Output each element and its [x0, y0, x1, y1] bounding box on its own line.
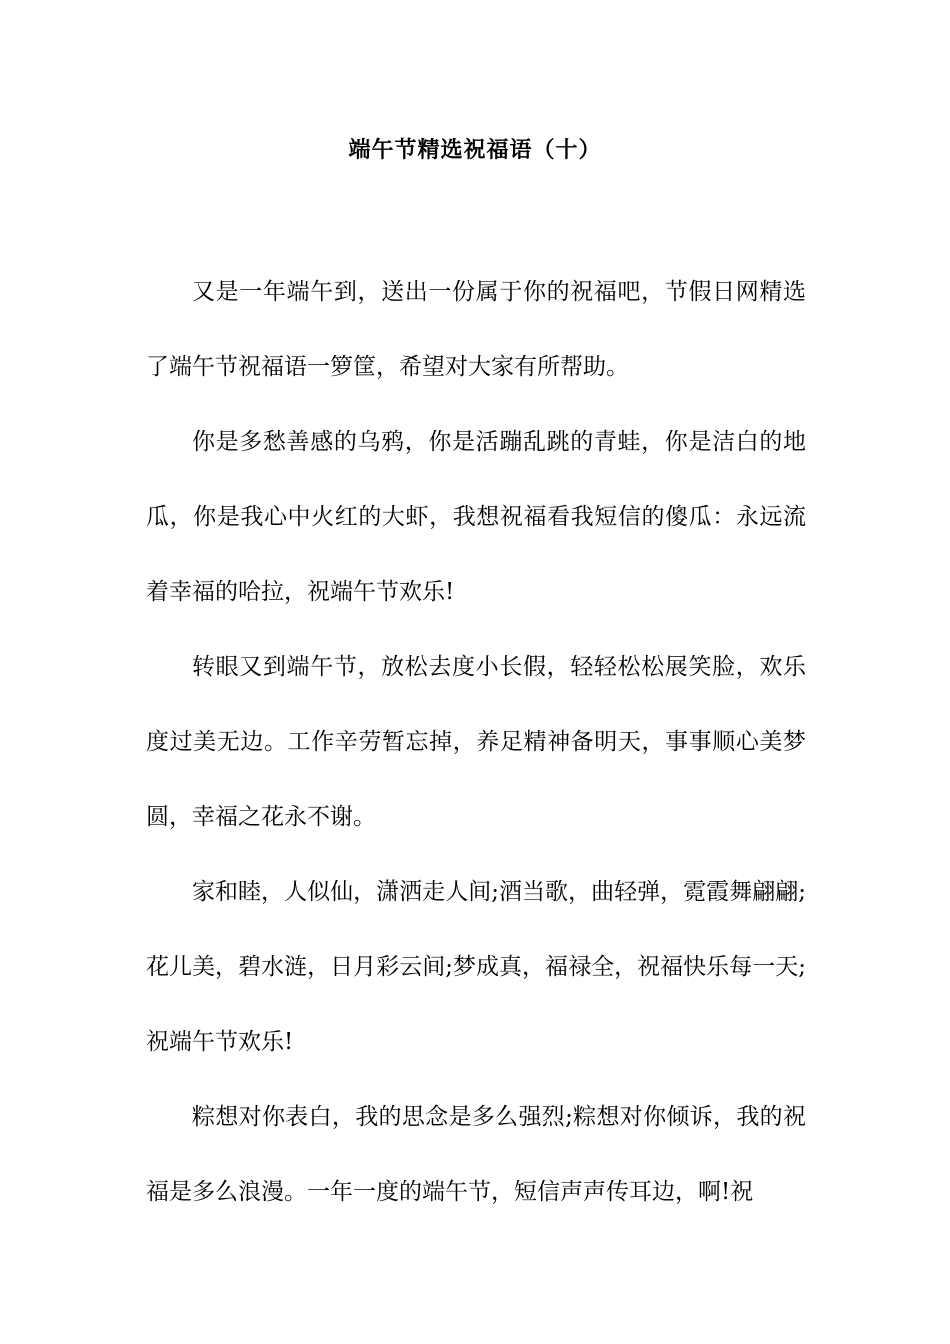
document-body — [146, 255, 806, 1230]
document-title: 端午节精选祝福语（十） — [348, 137, 602, 163]
paragraph-intro: 又是一年端午到，送出一份属于你的祝福吧，节假日网精选了端午节祝福语一箩筐，希望对大家有所帮助。 — [146, 279, 806, 380]
paragraph-blessing-3: 家和睦，人似仙，潇洒走人间;酒当歌，曲轻弹，霓霞舞翩翩;花儿美，碧水涟，日月彩云间;梦成真，福禄全，祝福快乐每一天;祝端午节欢乐! — [146, 879, 806, 1055]
paragraph-blessing-2: 转眼又到端午节，放松去度小长假，轻轻松松展笑脸，欢乐度过美无边。工作辛劳暂忘掉，养足精神备明天，事事顺心美梦圆，幸福之花永不谢。 — [146, 654, 806, 830]
paragraph-blessing-4: 粽想对你表白，我的思念是多么强烈;粽想对你倾诉，我的祝福是多么浪漫。一年一度的端午节，短信声声传耳边，啊!祝 — [146, 1104, 806, 1205]
paragraph-blessing-1: 你是多愁善感的乌鸦，你是活蹦乱跳的青蛙，你是洁白的地瓜，你是我心中火红的大虾，我想祝福看我短信的傻瓜：永远流着幸福的哈拉，祝端午节欢乐! — [146, 429, 806, 605]
